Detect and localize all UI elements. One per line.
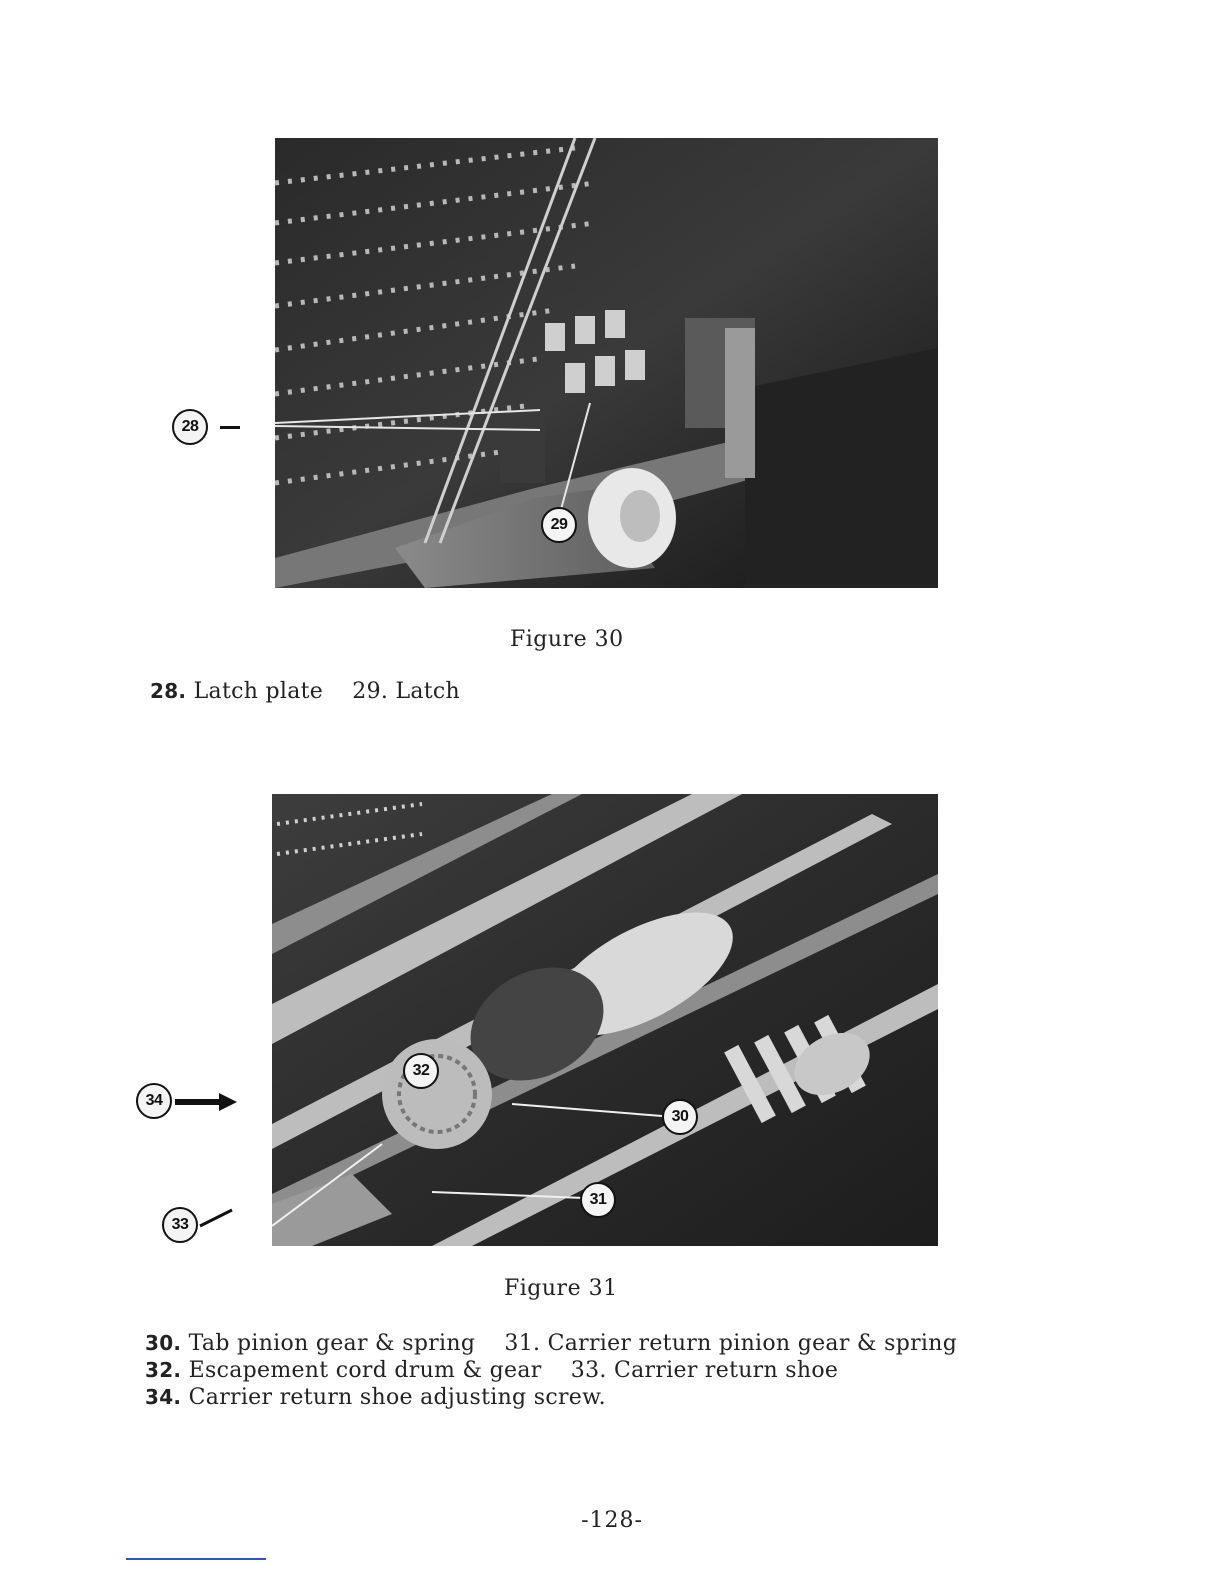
callout-28: 28 [172,409,208,445]
figure-30-legend [150,678,460,705]
callout-28-leader [220,426,240,429]
callout-33-leader [198,1208,234,1228]
legend-number: 31. [504,1331,541,1356]
legend-number: 34. [145,1385,182,1409]
legend-text: Escapement cord drum & gear [188,1358,542,1383]
legend-text: Carrier return shoe [613,1358,839,1383]
legend-number: 28. [150,679,187,703]
callout-31: 31 [580,1182,616,1218]
figure-31-photo [272,794,938,1246]
legend-number: 29. [352,679,389,704]
callout-30: 30 [662,1099,698,1135]
figure-30-caption: Figure 30 [510,627,624,652]
figure-31-caption: Figure 31 [504,1276,618,1301]
legend-number: 30. [145,1331,182,1355]
callout-33: 33 [162,1207,198,1243]
legend-text: Tab pinion gear & spring [188,1331,476,1356]
legend-text: Latch [395,679,461,704]
legend-text: Latch plate [193,679,324,704]
figure-30-photo [275,138,938,588]
page-number: -128- [581,1508,643,1533]
legend-number: 33. [570,1358,607,1383]
callout-32: 32 [403,1053,439,1089]
legend-line [145,1384,957,1411]
callout-34: 34 [136,1083,172,1119]
figure-31-legend [145,1330,957,1411]
legend-line [145,1357,957,1384]
legend-number: 32. [145,1358,182,1382]
legend-text: Carrier return shoe adjusting screw. [188,1385,606,1410]
legend-text: Carrier return pinion gear & spring [547,1331,958,1356]
legend-line [145,1330,957,1357]
callout-34-arrow [175,1093,237,1111]
callout-29: 29 [541,507,577,543]
bottom-rule [126,1558,266,1560]
